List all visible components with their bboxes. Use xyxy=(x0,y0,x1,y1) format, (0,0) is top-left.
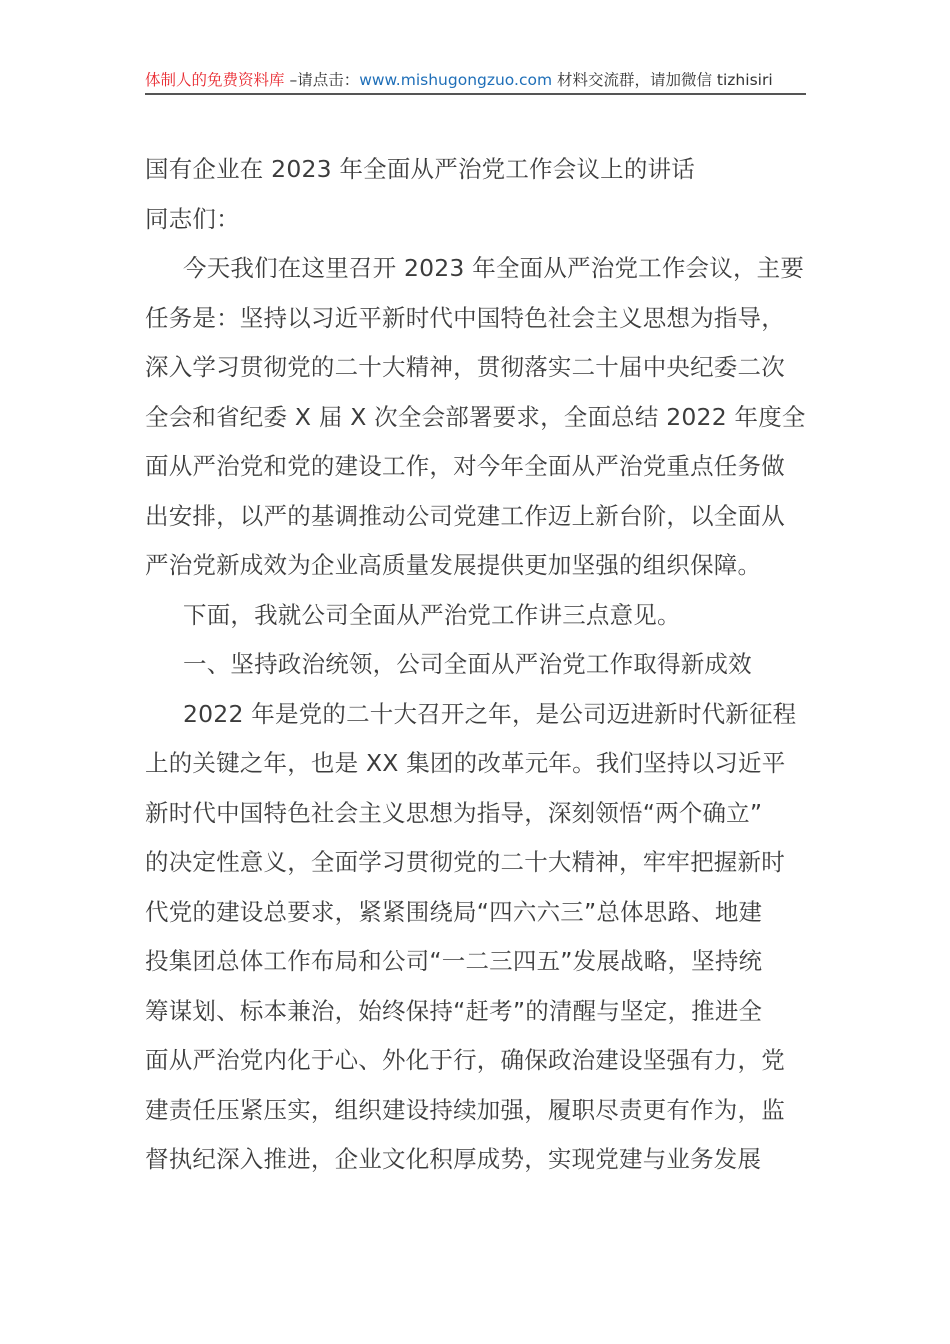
header-prompt: –请点击： xyxy=(284,71,360,89)
paragraph-line: 面从严治党内化于心、外化于行，确保政治建设坚强有力，党 xyxy=(145,1046,785,1074)
brand-text: 体制人的免费资料库 xyxy=(145,71,285,89)
paragraph-line: 上的关键之年，也是 XX 集团的改革元年。我们坚持以习近平 xyxy=(145,749,786,777)
paragraph-line: 出安排，以严的基调推动公司党建工作迈上新台阶，以全面从 xyxy=(145,501,785,530)
paragraph-line: 的决定性意义，全面学习贯彻党的二十大精神，牢牢把握新时 xyxy=(145,848,785,876)
paragraph-line: 2022 年是党的二十大召开之年，是公司迈进新时代新征程 xyxy=(183,699,797,728)
paragraph-line: 今天我们在这里召开 2023 年全面从严治党工作会议，主要 xyxy=(183,254,805,282)
paragraph-line: 全会和省纪委 X 届 X 次全会部署要求，全面总结 2022 年度全 xyxy=(145,402,806,431)
paragraph-line: 严治党新成效为企业高质量发展提供更加坚强的组织保障。 xyxy=(145,551,762,579)
paragraph-line: 深入学习贯彻党的二十大精神，贯彻落实二十届中央纪委二次 xyxy=(145,353,785,381)
paragraph-line: 新时代中国特色社会主义思想为指导，深刻领悟“两个确立” xyxy=(145,798,763,827)
paragraph-line: 投集团总体工作布局和公司“一二三四五”发展战略，坚持统 xyxy=(145,947,763,975)
header-wechat-info: 材料交流群，请加微信 tizhisiri xyxy=(552,71,773,89)
paragraph-line: 建责任压紧压实，组织建设持续加强，履职尽责更有作为，监 xyxy=(145,1095,785,1124)
website-link[interactable]: www.mishugongzuo.com xyxy=(359,71,553,89)
paragraph-line: 任务是：坚持以习近平新时代中国特色社会主义思想为指导， xyxy=(145,303,785,332)
page-header-banner xyxy=(145,68,805,92)
document-title: 国有企业在 2023 年全面从严治党工作会议上的讲话 xyxy=(145,155,695,183)
header-divider xyxy=(145,93,806,95)
paragraph-line: 督执纪深入推进，企业文化积厚成势，实现党建与业务发展 xyxy=(145,1145,762,1173)
paragraph-line: 筹谋划、标本兼治，始终保持“赶考”的清醒与坚定，推进全 xyxy=(145,996,763,1025)
salutation: 同志们： xyxy=(145,204,240,233)
paragraph-line: 面从严治党和党的建设工作，对今年全面从严治党重点任务做 xyxy=(145,452,785,480)
section-heading: 一、坚持政治统领，公司全面从严治党工作取得新成效 xyxy=(183,650,752,678)
paragraph-line: 下面，我就公司全面从严治党工作讲三点意见。 xyxy=(183,600,681,629)
document-body xyxy=(145,145,805,1185)
paragraph-line: 代党的建设总要求，紧紧围绕局“四六六三”总体思路、地建 xyxy=(145,897,763,926)
